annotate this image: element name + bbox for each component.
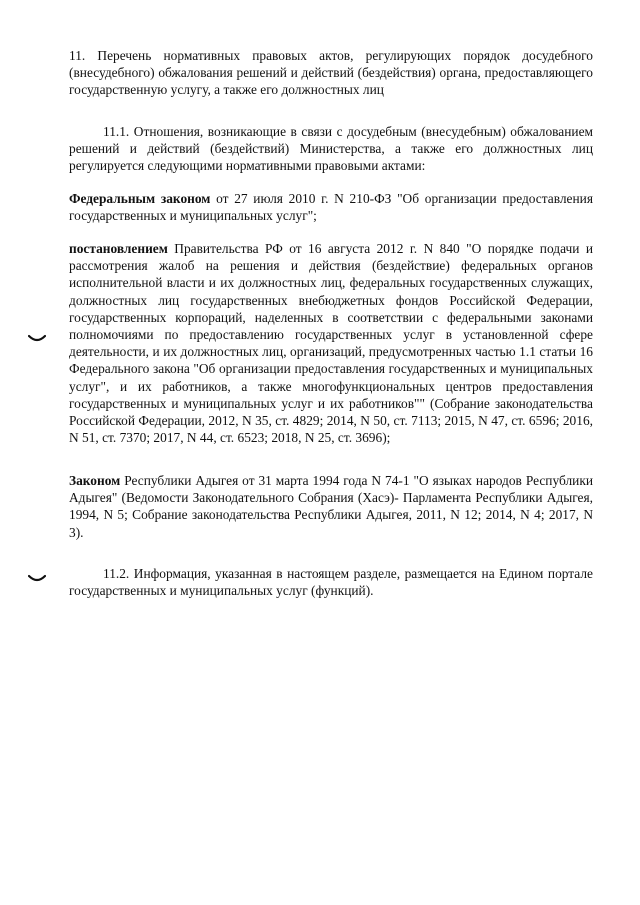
section-11-heading: 11. Перечень нормативных правовых актов, регулирующих порядок досудебного (внесудебного) обжалования решений и действий (бездействия) органа, предоставляющего государственную услугу, а также его должностных лиц	[69, 48, 593, 98]
section-11-2: 11.2. Информация, указанная в настоящем разделе, размещается на Едином портале государственных и муниципальных услуг (функций).	[69, 566, 593, 599]
act-federal-law-lead: Федеральным законом	[69, 191, 211, 206]
act-adygea-law-lead: Законом	[69, 473, 121, 488]
act-federal-law	[69, 190, 593, 224]
binding-mark-2	[28, 574, 46, 584]
act-adygea-law	[69, 472, 593, 541]
act-adygea-law-text: Республики Адыгея от 31 марта 1994 года N 74-1 "О языках народов Республики Адыгея" (Ведомости Законодательного Собрания (Хасэ)- Парламента Республики Адыгея, 1994, N 5; Собрание законодательства Республики Адыгея, 2011, N 12; 2014, N 4; 2017, N 3).	[69, 473, 593, 540]
binding-mark-1	[28, 334, 46, 344]
section-11-1-intro: 11.1. Отношения, возникающие в связи с досудебным (внесудебным) обжалованием решений и действий (бездействий) Министерства, а также его должностных лиц регулируется следующими нормативными правовыми актами:	[69, 124, 593, 174]
act-government-resolution-text: Правительства РФ от 16 августа 2012 г. N 840 "О порядке подачи и рассмотрения жалоб на решения и действия (бездействие) федеральных органов исполнительной власти и их должностных лиц, федеральных государственных служащих, должностных лиц государственных внебюджетных фондов Российской Федерации, государственных корпораций, наделенных в соответствии с федеральными законами полномочиями по предоставлению государственных услуг в установленной сфере деятельности, и их должностных лиц, организаций, предусмотренных частью 1.1 статьи 16 Федерального закона "Об организации предоставления государственных и муниципальных услуг", и их работников, а также многофункциональных центров предоставления государственных и муниципальных услуг и их работников"" (Собрание законодательства Российской Федерации, 2012, N 35, ст. 4829; 2014, N 50, ст. 7113; 2015, N 47, ст. 6596; 2016, N 51, ст. 7370; 2017, N 44, ст. 6523; 2018, N 25, ст. 3696);	[69, 241, 593, 446]
act-government-resolution-lead: постановлением	[69, 241, 168, 256]
act-government-resolution	[69, 240, 593, 446]
act-federal-law-text: от 27 июля 2010 г. N 210-ФЗ "Об организации предоставления государственных и муниципальных услуг";	[69, 191, 593, 224]
